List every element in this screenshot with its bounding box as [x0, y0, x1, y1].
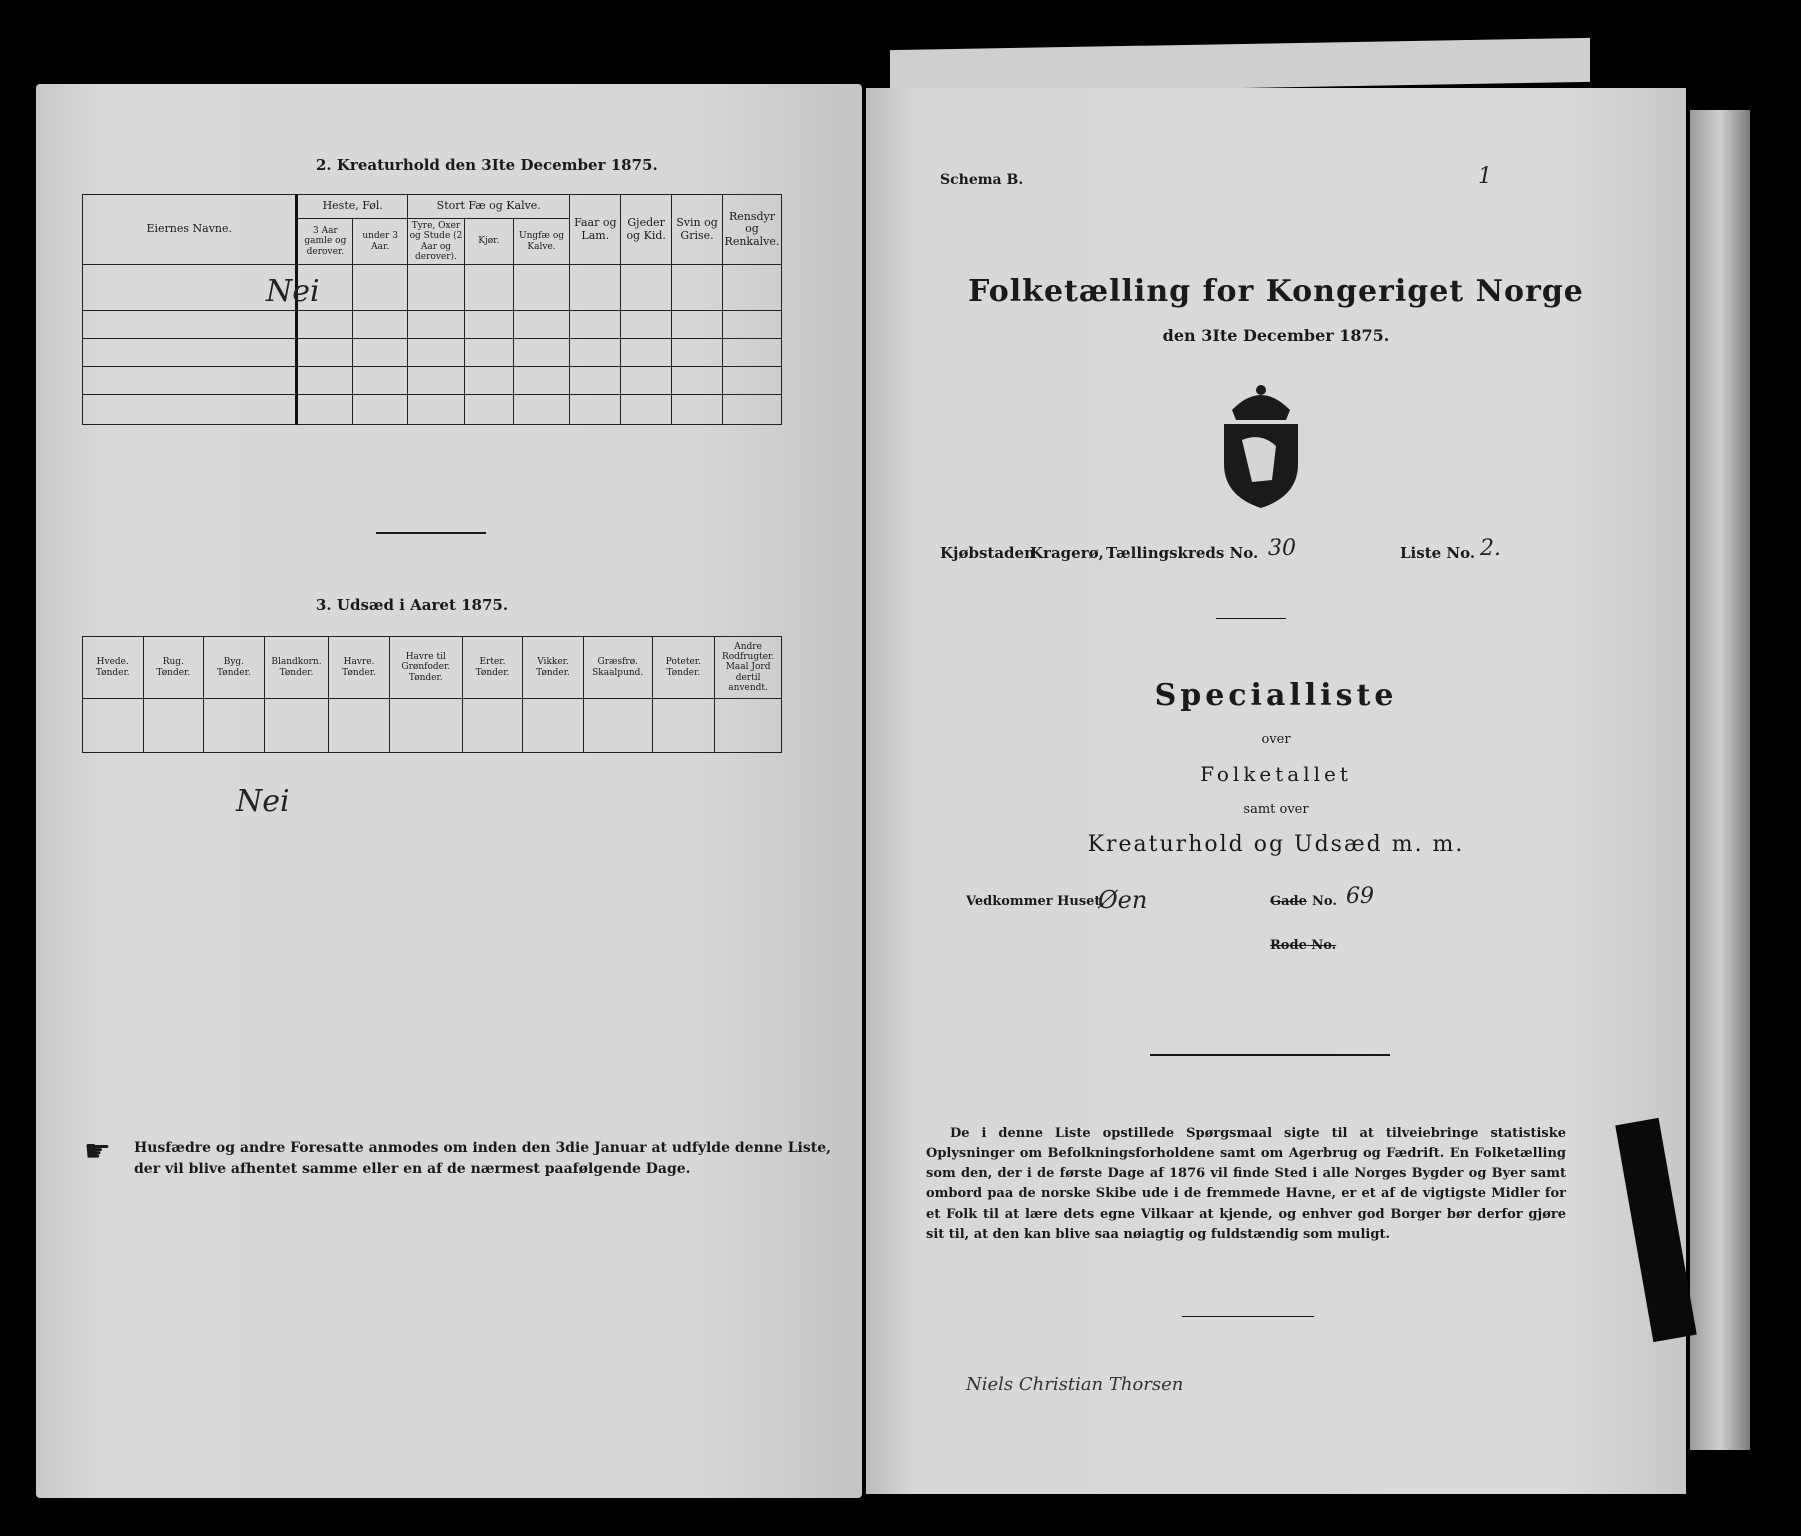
- sow-col-8: Græsfrø. Skaalpund.: [583, 637, 652, 699]
- col-young-cattle: Ungfæ og Kalve.: [513, 219, 570, 265]
- sow-col-0: Hvede. Tønder.: [83, 637, 144, 699]
- sow-col-4: Havre. Tønder.: [329, 637, 390, 699]
- population-text: Folketallet: [1200, 762, 1352, 786]
- divider: [376, 532, 486, 534]
- sow-col-9: Poteter. Tønder.: [652, 637, 715, 699]
- norway-coat-of-arms-icon: [1212, 380, 1310, 510]
- divider: [1182, 1316, 1314, 1317]
- col-goats: Gjeder og Kid.: [621, 195, 672, 265]
- census-title: Folketælling for Kongeriget Norge: [968, 274, 1584, 309]
- sow-col-6: Erter. Tønder.: [462, 637, 523, 699]
- livestock-table: [82, 194, 782, 425]
- street-no-label: No.: [1312, 894, 1337, 909]
- col-bulls-oxen: Tyre, Oxer og Stude (2 Aar og derover).: [408, 219, 465, 265]
- street-label: Gade: [1270, 894, 1307, 909]
- sow-col-10: Andre Rodfrugter. Maal Jord dertil anvendt.: [715, 637, 782, 699]
- sowing-table: [82, 636, 782, 753]
- col-horses: Heste, Føl.: [297, 195, 408, 219]
- pointing-hand-icon: ☛: [84, 1134, 111, 1169]
- district-value: 30: [1268, 536, 1296, 561]
- sow-col-1: Rug. Tønder.: [143, 637, 204, 699]
- section3-title: 3. Udsæd i Aaret 1875.: [316, 596, 509, 614]
- livestock-handwritten-entry: Nei: [266, 274, 320, 309]
- rode-label: Rode No.: [1270, 938, 1337, 953]
- sow-col-7: Vikker. Tønder.: [523, 637, 584, 699]
- signature: Niels Christian Thorsen: [966, 1374, 1184, 1395]
- col-pigs: Svin og Grise.: [672, 195, 723, 265]
- sow-col-2: Byg. Tønder.: [204, 637, 265, 699]
- town-value: Kragerø,: [1030, 544, 1104, 562]
- page-number: 1: [1478, 164, 1492, 189]
- explanatory-paragraph: De i denne Liste opstillede Spørgsmaal sigte til at tilveiebringe statistiske Oplysninger om Befolkningsforholdene samt om Agerbrug og Fædrift. En Folketælling som den, der i de første Dage af 1876 vil finde Sted i alle Norges Bygder og Byer samt ombord paa de norske Skibe ude i de fremmede Havne, er et af de vigtigste Midler for et Folk til at lære dets egne Vilkaar at kjende, og enhver god Borger bør derfor gjøre sit til, at den kan blive saa nøiagtig og fuldstændig som muligt.: [926, 1126, 1566, 1242]
- page-edge-strip: [890, 38, 1590, 94]
- house-label: Vedkommer Huset,: [966, 894, 1105, 909]
- col-horses-3yr: 3 Aar gamle og derover.: [297, 219, 353, 265]
- notice-text: Husfædre og andre Foresatte anmodes om inden den 3die Januar at udfylde denne Liste, der vil blive afhentet samme eller en af de nærmest paafølgende Dage.: [134, 1140, 831, 1177]
- section2-title: 2. Kreaturhold den 3Ite December 1875.: [316, 156, 658, 174]
- col-cattle: Stort Fæ og Kalve.: [408, 195, 570, 219]
- col-cows: Kjør.: [464, 219, 513, 265]
- sow-col-5: Havre til Grønfoder. Tønder.: [389, 637, 462, 699]
- samt-over-text: samt over: [1243, 802, 1309, 817]
- house-value: Øen: [1098, 886, 1148, 914]
- district-label: Tællingskreds No.: [1106, 544, 1259, 562]
- stacked-page-edges: [1690, 110, 1750, 1450]
- col-horses-under3: under 3 Aar.: [353, 219, 408, 265]
- town-label: Kjøbstaden: [940, 544, 1035, 562]
- sowing-handwritten-entry: Nei: [236, 784, 290, 819]
- divider: [1150, 1054, 1390, 1056]
- col-sheep: Faar og Lam.: [570, 195, 621, 265]
- schema-label: Schema B.: [940, 172, 1024, 188]
- street-no-value: 69: [1346, 884, 1374, 909]
- list-value: 2.: [1480, 536, 1501, 561]
- table-cell: [83, 265, 297, 311]
- special-list-title: Specialliste: [1154, 678, 1398, 713]
- right-page: [866, 88, 1686, 1494]
- divider: [1216, 618, 1286, 619]
- census-date: den 3Ite December 1875.: [1162, 326, 1390, 345]
- col-reindeer: Rensdyr og Renkalve.: [722, 195, 781, 265]
- list-label: Liste No.: [1400, 544, 1476, 562]
- over-text: over: [1261, 732, 1291, 747]
- sow-col-3: Blandkorn. Tønder.: [264, 637, 329, 699]
- left-page: [36, 84, 862, 1498]
- col-owner-names: Eiernes Navne.: [83, 195, 297, 265]
- livestock-sowing-text: Kreaturhold og Udsæd m. m.: [1087, 832, 1465, 857]
